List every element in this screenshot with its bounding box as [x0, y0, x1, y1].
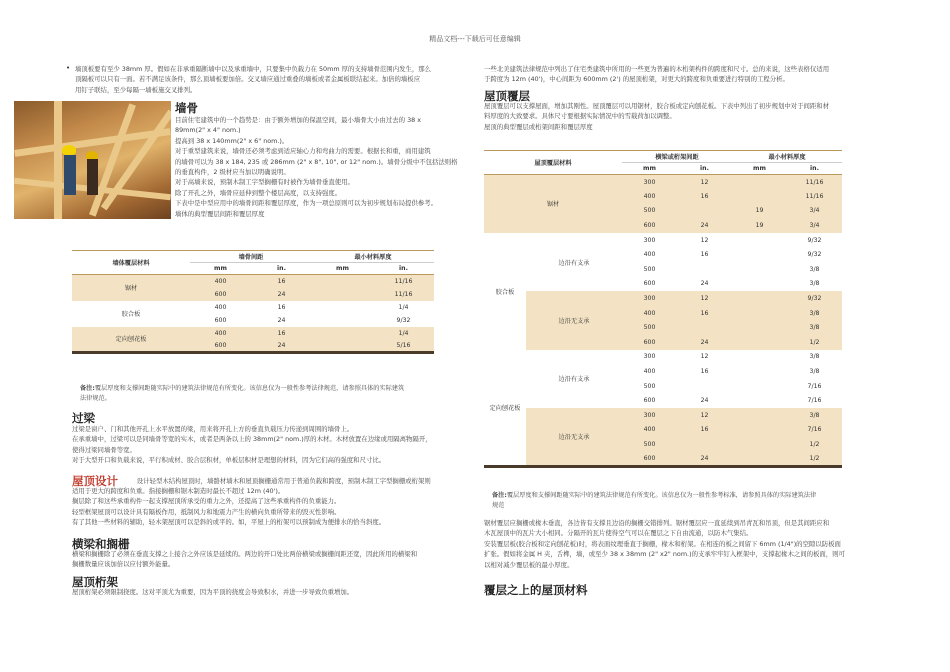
after-line: 木瓦屋顶中的瓦片大小相同。分隔开的瓦片使得空气可以在覆层之下自由流通，以防木气集结。: [484, 529, 753, 538]
table-cell: 400: [214, 277, 227, 285]
col-header-spacing: 横梁或桁架间距: [622, 151, 732, 163]
table-cell: 19: [755, 207, 764, 215]
intro-line: 于跨度为 12m (40')，中心间距为 600mm (2') 的屋顶桁架，对更大的跨度和负重要进行特别的工程分析。: [484, 75, 789, 84]
unit-mm: mm: [190, 263, 251, 275]
table-row: [484, 233, 842, 248]
table-cell: 400: [643, 192, 656, 200]
table-cell: 3/8: [809, 353, 820, 361]
note-text: 覆层厚度和支撑间距随实际中的建筑法律规范有所变化。该信息仅为一般性参考法律规范，请参照具体的实际建筑: [94, 385, 405, 392]
table-cell: 400: [214, 303, 227, 311]
table-cell: 1/2: [809, 454, 820, 462]
note-text: 覆层厚度和支撑间距随实际中的建筑法律规范有所变化。该信息仅为一般性参考标准，请参照具体的实际建筑法律: [506, 492, 817, 499]
table-cell: 16: [700, 251, 709, 259]
stud-line: 89mm(2" x 4" nom.): [175, 126, 241, 135]
roof-design-paragraphs: [72, 486, 467, 528]
table-cell: 16: [700, 192, 709, 200]
table-cell: 11/16: [805, 178, 824, 186]
intro-line: 用钉子联结，至少每隔一墙板施交叉排列。: [75, 85, 197, 94]
after-line: 安装覆层板(胶合板和定向刨花板)时，将表面纹理垂直于搁栅，椽木和桁架。在相连的板之间留下 6mm (1/4")的空隙以防板面: [484, 539, 841, 548]
left-intro: [75, 64, 465, 95]
material-cell: 定向刨花板: [115, 336, 147, 344]
stud-line: 对于重型建筑来说，墙骨还必须考虑到适应轴心力和弯曲力的需要。根据长和重，商用建筑: [175, 147, 431, 156]
construction-photo: [14, 101, 171, 219]
table-cell: 24: [700, 222, 709, 230]
roof-sheathing-title: 屋顶覆层: [484, 89, 530, 103]
roof-line: 轻型框架屋顶可以设计具有隔板作用，抵制风力和地震力产生的横向负重所带来的毁灭性影响。: [72, 507, 341, 516]
stud-paragraphs: [175, 115, 470, 219]
table-cell: 300: [643, 411, 656, 419]
table-cell: 1/4: [398, 329, 409, 337]
table-cell: 24: [700, 280, 709, 288]
table-cell: 11/16: [805, 192, 824, 200]
unit-in: in.: [677, 163, 732, 175]
table-cell: 400: [643, 309, 656, 317]
table-cell: 11/16: [394, 290, 413, 298]
table-cell: [677, 437, 732, 452]
joists-paragraphs: [72, 549, 467, 570]
table-cell: [677, 262, 732, 277]
edge-support-cell: 边沿无支承: [558, 317, 590, 325]
col-header-material: 屋顶覆层材料: [484, 151, 622, 175]
table-cell: [732, 320, 787, 335]
table-cell: 600: [643, 280, 656, 288]
after-line: 以相对减少覆层板的最小厚度。: [484, 560, 574, 569]
table-cell: 400: [214, 329, 227, 337]
stud-line: 的垂直构件，2 级材应当加以明确说明。: [175, 168, 290, 177]
sheath-line: 料厚度的大致要求。具体尺寸要根据实际情况中的雪载荷加以调整。: [484, 112, 676, 121]
table-cell: 3/8: [809, 324, 820, 332]
note-text: 规范: [492, 502, 505, 509]
table-cell: [732, 423, 787, 438]
truss-paragraphs: [72, 587, 467, 597]
table-cell: 12: [700, 353, 709, 361]
table-cell: 1/2: [809, 440, 820, 448]
note-label: 备注:: [492, 492, 507, 499]
unit-mm: mm: [622, 163, 677, 175]
roof-after-paragraphs: [484, 518, 884, 570]
table-cell: 24: [700, 397, 709, 405]
after-line: 扩张。假如将金属 H 夹，舌榫，墙，或至少 38 x 38mm (2" x2" nom.)的支承牢牢钉入框架中，支撑起椽木之间的板面，则可: [484, 550, 845, 559]
col-header-thickness: 最小材料厚度: [732, 151, 842, 163]
edge-support-cell: 边沿无支承: [558, 433, 590, 441]
stud-line: 目前住宅建筑中的一个趋势是：由于额外增加的保温空间，最小墙骨大小由过去的 38 x: [175, 116, 422, 124]
table-cell: [732, 262, 787, 277]
table-cell: 5/16: [396, 341, 411, 349]
table-cell: 400: [643, 368, 656, 376]
stud-line: 除了开孔之外，墙骨应延伸到整个楼层高度，以支持强度。: [175, 188, 342, 197]
table-cell: 500: [643, 207, 656, 215]
roof-table-note: [492, 491, 892, 511]
joist-line: 搁栅数量应该加倍以应付额外能量。: [72, 560, 175, 569]
table-row: [484, 350, 842, 365]
table-cell: 300: [643, 236, 656, 244]
roof-sheathing-table: [484, 150, 842, 468]
table-cell: 600: [214, 290, 227, 298]
table-cell: [732, 335, 787, 350]
table-cell: 19: [755, 222, 764, 230]
table-cell: [312, 314, 373, 327]
joist-line: 横梁和搁栅除了必须在垂直支撑之上接合之外应该是延续的。两边的开口处比两倍横梁或搁栅间距还宽，因此所用的横梁和: [72, 550, 418, 558]
table-cell: 16: [700, 368, 709, 376]
table-cell: 24: [700, 338, 709, 346]
unit-mm: mm: [312, 263, 373, 275]
table-cell: 9/32: [396, 316, 411, 324]
table-cell: [677, 379, 732, 394]
table-cell: 16: [277, 303, 286, 311]
table-row: [484, 408, 842, 423]
table-cell: 3/8: [809, 265, 820, 273]
lintel-paragraphs: [72, 424, 467, 466]
table-cell: 3/8: [809, 368, 820, 376]
table-cell: 11/16: [394, 277, 413, 285]
material-cell: 胶合板: [121, 311, 141, 318]
table-cell: 300: [643, 353, 656, 361]
table-cell: 600: [214, 316, 227, 324]
roof-line: 设计轻型木结构屋顶时，墙骼材墙木和屋顶搁栅通常用于普通负载和跨度，预制木制工字型搁栅或桁架则: [124, 477, 431, 485]
table-cell: 7/16: [807, 382, 822, 390]
table-cell: [677, 320, 732, 335]
table-cell: [732, 350, 787, 365]
table-cell: 3/4: [809, 222, 820, 230]
material-cell: 锯材: [546, 201, 560, 209]
bullet-marker: •: [66, 64, 71, 72]
table-cell: [732, 291, 787, 306]
lintel-line: 对于大型开口和负载来说，平行积成材、胶合层积材，单板层积材是理想的材料，因为它们高的强度和尺寸比。: [72, 456, 386, 465]
table-cell: 300: [643, 295, 656, 303]
table-cell: 24: [277, 316, 286, 324]
table-cell: 600: [643, 222, 656, 230]
table-cell: [732, 247, 787, 262]
material-cell: 胶合板: [484, 233, 526, 350]
table-cell: 400: [643, 251, 656, 259]
table-cell: 1/4: [398, 303, 409, 311]
stud-line: 的墙骨可以为 38 x 184, 235 或 286mm (2" x 8", 10", or 12" nom.)。墙骨分级中不包括法则格: [175, 157, 458, 166]
intro-line: 墙顶板要有至少 38mm 厚。假如在非承重隔断墙中以及承重墙中，只要集中负载力在 50mm 厚的支持墙骨范围内发生，那么: [75, 65, 432, 73]
table-cell: 500: [643, 382, 656, 390]
table-cell: 12: [700, 295, 709, 303]
table-cell: [732, 437, 787, 452]
material-cell: 锯材: [124, 285, 138, 293]
roof-design-first: [72, 476, 467, 486]
col-header-material: 墙体覆层材料: [72, 251, 190, 275]
roofing-over-sheathing-title: 覆层之上的屋顶材料: [484, 583, 588, 597]
table-cell: 3/8: [809, 411, 820, 419]
table-cell: 600: [643, 454, 656, 462]
note-label: 备注:: [80, 385, 95, 392]
lintel-line: 在承重墙中，过梁可以是同墙骨等宽的实木，或者是两条以上的 38mm(2" nom.)厚的木材。木材放置在边缘或用隔离物隔开，: [72, 435, 432, 444]
table-cell: 300: [643, 178, 656, 186]
table-cell: [732, 277, 787, 292]
table-cell: 16: [277, 329, 286, 337]
table-cell: 1/2: [809, 338, 820, 346]
roof-design-title: 屋顶设计: [72, 474, 118, 488]
table-cell: 12: [700, 236, 709, 244]
table-cell: [312, 301, 373, 314]
table-cell: [732, 233, 787, 248]
stud-line: 提高到 38 x 140mm(2" x 6" nom.)。: [175, 136, 289, 145]
table-cell: 9/32: [807, 295, 822, 303]
table-row: [484, 175, 842, 190]
table-cell: 400: [643, 426, 656, 434]
table-cell: [732, 175, 787, 190]
stud-line: 墙体的典型覆层间距和覆层厚度: [175, 209, 265, 218]
table-cell: 500: [643, 324, 656, 332]
table-cell: 24: [700, 454, 709, 462]
note-text: 法律规范。: [80, 395, 111, 402]
edge-support-cell: 边沿有支承: [558, 376, 590, 384]
table-cell: [312, 327, 373, 340]
table-cell: [312, 288, 373, 301]
col-header-thickness: 最小材料厚度: [312, 251, 434, 263]
table-cell: 16: [700, 309, 709, 317]
table-cell: [732, 379, 787, 394]
right-intro: [484, 64, 884, 85]
table-cell: [732, 393, 787, 408]
stud-line: 对于高墙来说，预制木制工字型搁栅有时被作为墙骨垂直使用。: [175, 178, 354, 187]
after-line: 锯材覆层应搁栅或椽木垂直，各边皆有支撑且边沿的搁栅交错排列。锯材覆层应一直延续到吊青瓦和吊顶，但是其间距应和: [484, 519, 830, 527]
lintel-line: 过梁是窗户、门和其他开孔上水平放置的梁，用来将开孔上方的垂直负载压力传递到周围的墙骨上。: [72, 425, 354, 433]
truss-line: 屋顶桁架必须限制挠度。这对平顶尤为重要，因为平顶的挠度会导致积水，并进一步导致负重增加。: [72, 588, 354, 596]
roof-line: 搁层除了和这些承重构件一起支撑屋顶所承受的重力之外，还提高了这些承重构件的负重能力。: [72, 497, 341, 506]
table-cell: [677, 204, 732, 219]
table-cell: 9/32: [807, 236, 822, 244]
table-cell: 24: [277, 290, 286, 298]
table-cell: 7/16: [807, 426, 822, 434]
stud-line: 下表中是中型应用中的墙骨间距和覆层厚度，作为一项总原则可以为初步规划布局提供参考。: [175, 199, 438, 208]
table-cell: 500: [643, 440, 656, 448]
col-header-spacing: 墙骨间距: [190, 251, 312, 263]
roof-line: 适用于更大的跨度和负重。指接搁栅和锯木制造时最长不超过 12m (40')。: [72, 487, 285, 495]
table-row: [484, 291, 842, 306]
table-cell: 3/4: [809, 207, 820, 215]
unit-in: in.: [373, 263, 434, 275]
table-cell: [732, 306, 787, 321]
roof-line: 有了其他一些材料的辅助，轻木架屋顶可以是斜的或平的。如，平屋上的桁架可以预制成为便排水的恰当斜度。: [72, 518, 386, 527]
table-cell: [732, 364, 787, 379]
unit-mm: mm: [732, 163, 787, 175]
lintel-title: 过梁: [72, 411, 95, 425]
table-cell: [312, 340, 373, 353]
sheath-line: 屋顶的典型覆层或桁架间距和覆层厚度: [484, 122, 593, 131]
wall-sheathing-table: [72, 250, 434, 354]
page-header: 精品文档---下载后可任意编辑: [429, 35, 521, 43]
table-cell: 7/16: [807, 397, 822, 405]
table-cell: 24: [277, 341, 286, 349]
unit-in: in.: [251, 263, 312, 275]
wall-table-note: [80, 384, 420, 404]
table-cell: 16: [277, 277, 286, 285]
table-cell: [732, 189, 787, 204]
table-cell: 3/8: [809, 309, 820, 317]
table-cell: 12: [700, 411, 709, 419]
table-cell: 16: [700, 426, 709, 434]
table-cell: 600: [643, 397, 656, 405]
edge-support-cell: 边沿有支承: [558, 259, 590, 267]
truss-title: 屋顶桁架: [72, 575, 118, 589]
table-cell: 9/32: [807, 251, 822, 259]
table-cell: 600: [643, 338, 656, 346]
joists-title: 横梁和搁栅: [72, 537, 130, 551]
table-cell: [732, 408, 787, 423]
unit-in: in.: [787, 163, 842, 175]
lintel-line: 使得过梁同墙骨等宽。: [72, 445, 136, 454]
intro-line: 一些北美建筑法律规范中列出了住宅类建筑中所用的一些更为普遍的木桁架构件的跨度和尺寸。总的来说，这些表格仅适用: [484, 65, 830, 73]
table-cell: 12: [700, 178, 709, 186]
intro-line: 顶隔板可以只有一面。若不满足该条件，那么顶墙板要加倍。交叉墙应通过重叠的墙板或者金属板联结起来。加倍的墙板应: [75, 75, 421, 84]
table-cell: 500: [643, 265, 656, 273]
table-cell: [732, 452, 787, 467]
table-cell: 600: [214, 341, 227, 349]
table-cell: [312, 275, 373, 288]
material-cell: 定向刨花板: [484, 350, 526, 467]
table-cell: 3/8: [809, 280, 820, 288]
roof-sheathing-paragraphs: [484, 101, 884, 132]
sheath-line: 屋顶覆层可以支撑屋面，增加其刚性。屋顶覆层可以用锯材，胶合板或定向刨花板。下表中列出了初步规划中对于间距和材: [484, 102, 830, 110]
stud-title: 墙骨: [175, 101, 198, 115]
